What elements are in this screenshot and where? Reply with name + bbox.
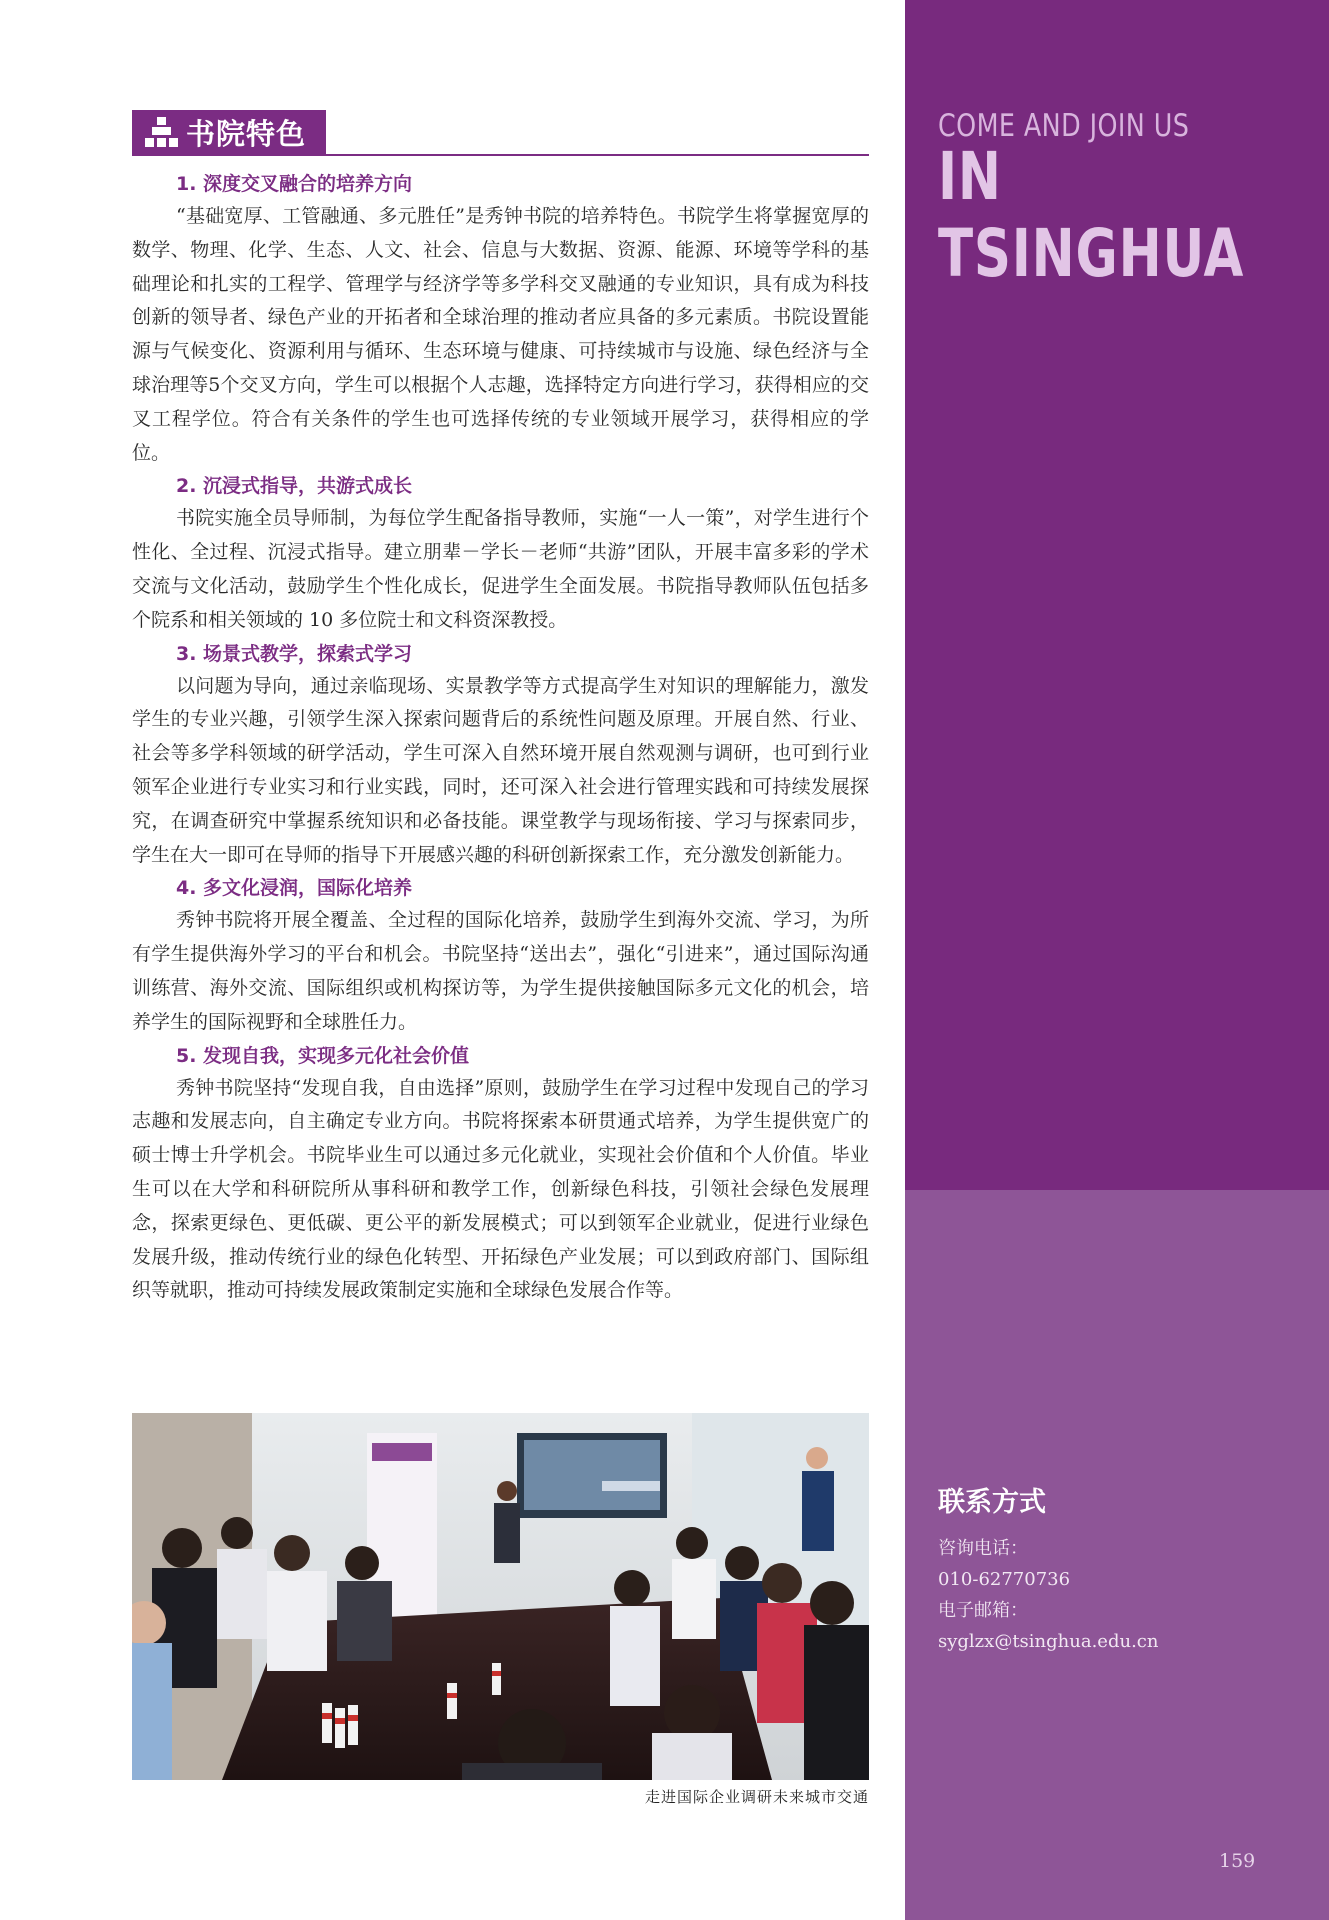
meeting-photo — [132, 1413, 869, 1780]
section-heading: 3. 场景式教学，探索式学习 — [176, 642, 413, 665]
section-header — [132, 110, 869, 156]
sidebar-bottom — [905, 1190, 1329, 1920]
section-heading: 4. 多文化浸润，国际化培养 — [176, 877, 413, 900]
slogan-line-1: COME AND JOIN US — [938, 108, 1190, 144]
phone-label: 咨询电话： — [938, 1538, 1028, 1559]
sidebar-top — [905, 0, 1329, 1190]
main-content — [132, 110, 869, 1308]
section-body: 书院实施全员导师制，为每位学生配备指导教师，实施“一人一策”，对学生进行个性化、全过程、沉浸式指导。建立朋辈－学长－老师“共游”团队，开展丰富多彩的学术交流与文化活动，鼓励学生个性化成长，促进学生全面发展。书院指导教师队伍包括多个院系和相关领域的 10 多位院士和文科资深教授。 — [132, 507, 869, 631]
building-icon — [142, 114, 182, 150]
section-title: 书院特色 — [186, 116, 307, 151]
email-label: 电子邮箱： — [938, 1600, 1028, 1621]
section-title-block — [132, 110, 326, 154]
section-body: 秀钟书院将开展全覆盖、全过程的国际化培养，鼓励学生到海外交流、学习，为所有学生提供海外学习的平台和机会。书院坚持“送出去”，强化“引进来”，通过国际沟通训练营、海外交流、国际组织或机构探访等，为学生提供接触国际多元文化的机会，培养学生的国际视野和全球胜任力。 — [132, 909, 869, 1033]
section-body: 以问题为导向，通过亲临现场、实景教学等方式提高学生对知识的理解能力，激发学生的专业兴趣，引领学生深入探索问题背后的系统性问题及原理。开展自然、行业、社会等多学科领域的研学活动，学生可深入自然环境开展自然观测与调研，也可到行业领军企业进行专业实习和行业实践，同时，还可深入社会进行管理实践和可持续发展探究，在调查研究中掌握系统知识和必备技能。课堂教学与现场衔接、学习与探索同步，学生在大一即可在导师的指导下开展感兴趣的科研创新探索工作，充分激发创新能力。 — [132, 674, 869, 866]
page-number: 159 — [1219, 1850, 1256, 1872]
phone-number: 010-62770736 — [938, 1569, 1071, 1590]
section-body: 秀钟书院坚持“发现自我，自由选择”原则，鼓励学生在学习过程中发现自己的学习志趣和发展志向，自主确定专业方向。书院将探索本研贯通式培养，为学生提供宽广的硕士博士升学机会。书院毕业生可以通过多元化就业，实现社会价值和个人价值。毕业生可以在大学和科研院所从事科研和教学工作，创新绿色科技，引领社会绿色发展理念，探索更绿色、更低碳、更公平的新发展模式；可以到领军企业就业，促进行业绿色发展升级，推动传统行业的绿色化转型、开拓绿色产业发展；可以到政府部门、国际组织等就职，推动可持续发展政策制定实施和全球绿色发展合作等。 — [132, 1076, 869, 1302]
contact-title: 联系方式 — [938, 1487, 1046, 1518]
section-2 — [132, 470, 869, 637]
section-1 — [132, 168, 869, 470]
section-4 — [132, 872, 869, 1039]
section-5 — [132, 1040, 869, 1309]
header-rule — [132, 154, 869, 156]
contact-info — [938, 1480, 1158, 1657]
photo-caption: 走进国际企业调研未来城市交通 — [644, 1788, 869, 1806]
section-heading: 1. 深度交叉融合的培养方向 — [176, 173, 413, 195]
section-body: “基础宽厚、工管融通、多元胜任”是秀钟书院的培养特色。书院学生将掌握宽厚的数学、物理、化学、生态、人文、社会、信息与大数据、资源、能源、环境等学科的基础理论和扎实的工程学、管理学与经济学等多学科交叉融通的专业知识，具有成为科技创新的领导者、绿色产业的开拓者和全球治理的推动者应具备的多元素质。书院设置能源与气候变化、资源利用与循环、生态环境与健康、可持续城市与设施、绿色经济与全球治理等5个交叉方向，学生可以根据个人志趣，选择特定方向进行学习，获得相应的交叉工程学位。符合有关条件的学生也可选择传统的专业领域开展学习，获得相应的学位。 — [132, 205, 869, 464]
email-address: syglzx@tsinghua.edu.cn — [938, 1631, 1159, 1652]
section-3 — [132, 638, 869, 873]
slogan-line-2: IN TSINGHUA — [938, 138, 1245, 292]
section-heading: 5. 发现自我，实现多元化社会价值 — [176, 1044, 470, 1067]
section-heading: 2. 沉浸式指导，共游式成长 — [176, 475, 413, 498]
